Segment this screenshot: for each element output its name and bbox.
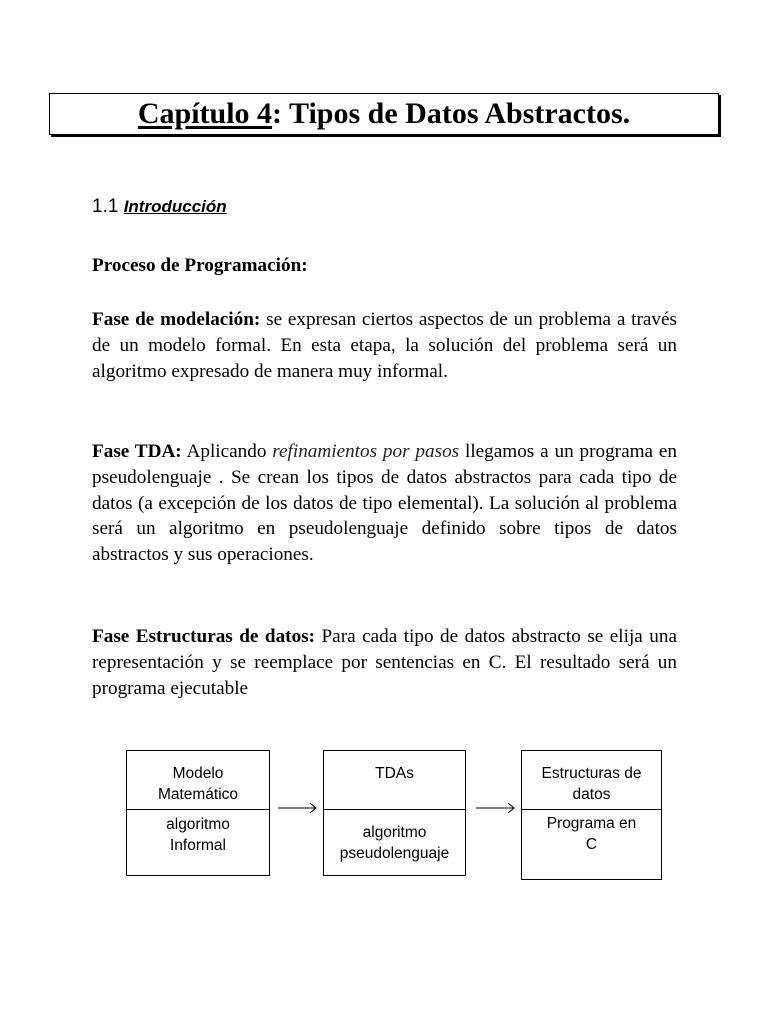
box-bottom-label: [127, 814, 269, 856]
box-divider: [127, 809, 269, 810]
box-top-line: Estructuras de: [541, 765, 642, 782]
box-top-label: [324, 763, 465, 784]
box-bottom-line: Programa en: [546, 815, 637, 832]
diagram-box-modelo: [126, 750, 270, 876]
section-number: 1.1: [92, 196, 119, 217]
arrow-right-icon: [476, 802, 516, 814]
section-name: Introducción: [123, 197, 227, 216]
process-heading: Proceso de Programación:: [92, 255, 308, 276]
arrow-right-icon: [278, 802, 318, 814]
box-top-line: Matemático: [157, 786, 239, 803]
paragraph-label: Fase Estructuras de datos:: [92, 626, 316, 647]
chapter-title-text: : Tipos de Datos Abstractos.: [272, 97, 631, 130]
paragraph-label: Fase TDA:: [92, 441, 182, 462]
box-bottom-line: pseudolenguaje: [339, 845, 450, 862]
box-bottom-line: C: [585, 836, 598, 853]
box-top-line: Modelo: [172, 765, 224, 782]
box-bottom-label: [522, 813, 661, 855]
paragraph-modelacion: [92, 307, 677, 384]
box-bottom-line: algoritmo: [166, 816, 230, 833]
paragraph-estructuras: [92, 624, 677, 701]
box-top-label: [127, 763, 269, 805]
box-top-line: TDAs: [375, 765, 414, 782]
chapter-title-box: [49, 93, 719, 135]
box-bottom-label: [324, 822, 465, 864]
paragraph-tda: [92, 439, 677, 568]
section-heading: [92, 196, 227, 218]
box-bottom-line: algoritmo: [362, 824, 427, 841]
chapter-number: Capítulo 4: [137, 97, 273, 130]
diagram-box-estructuras: [521, 750, 662, 880]
paragraph-italic-term: refinamientos por pasos: [272, 441, 460, 462]
box-bottom-line: Informal: [170, 837, 226, 854]
box-divider: [522, 809, 661, 810]
paragraph-text: llegamos a un programa en pseudolenguaje . Se crean los tipos de datos abstractos para cada tipo de datos (a excepción de los datos de tipo elemental). La solución al problema será un algoritmo en pseudolenguaje definido sobre tipos de datos abstractos y sus operaciones.: [92, 441, 677, 566]
diagram-box-tdas: [323, 750, 466, 876]
paragraph-text: se expresan ciertos aspectos de un problema a través de un modelo formal. En esta etapa, la solución del problema será un algoritmo expresado de manera muy informal.: [92, 309, 677, 382]
box-top-line: datos: [572, 786, 611, 803]
paragraph-label: Fase de modelación:: [92, 309, 261, 330]
paragraph-text: Para cada tipo de datos abstracto se elija una representación y se reemplace por sentencias en C. El resultado será un programa ejecutable: [92, 626, 677, 699]
box-divider: [324, 809, 465, 810]
paragraph-text: Aplicando: [181, 441, 273, 462]
box-top-label: [522, 763, 661, 805]
